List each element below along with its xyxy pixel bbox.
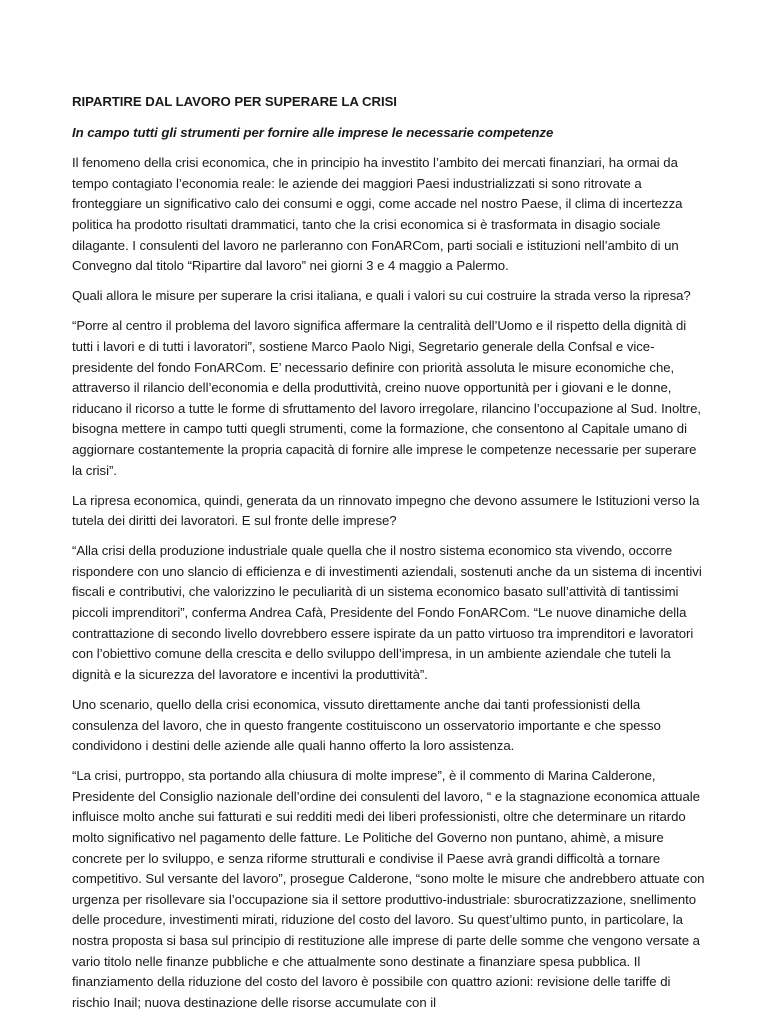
paragraph: Quali allora le misure per superare la crisi italiana, e quali i valori su cui costruire la strada verso la ripresa? <box>72 288 691 304</box>
paragraph: “La crisi, purtroppo, sta portando alla chiusura di molte imprese”, è il commento di Marina Calderone, Presidente del Consiglio nazionale dell’ordine dei consulenti del lavoro, “ e la stagnazione economica attuale influisce molto anche sui fatturati e sui redditi medi dei liberi professionisti, oltre che determinare un ritardo molto significativo nel pagamento delle fatture. Le Politiche del Governo non puntano, ahimè, a misure concrete per lo sviluppo, e senza riforme strutturali e condivise il Paese avrà grandi difficoltà a tornare competitivo. Sul versante del lavoro”, prosegue Calderone, “sono molte le misure che andrebbero attuate con urgenza per risollevare sia l’occupazione sia il settore produttivo-industriale: sburocratizzazione, snellimento delle procedure, investimenti mirati, riduzione del costo del lavoro. Su quest’ultimo punto, in particolare, la nostra proposta si basa sul principio di restituzione alle imprese di parte delle somme che vengono versate a vario titolo nelle finanze pubbliche e che attualmente sono destinate a finanziare spesa pubblica. Il finanziamento della riduzione del costo del lavoro è possibile con quattro azioni: revisione delle tariffe di rischio Inail; nuova destinazione delle risorse accumulate con il <box>72 768 705 1010</box>
document-subtitle: In campo tutti gli strumenti per fornire alle imprese le necessarie competenze <box>72 124 554 140</box>
paragraph: Uno scenario, quello della crisi economica, vissuto direttamente anche dai tanti professionisti della consulenza del lavoro, che in questo frangente costituiscono un osservatorio importante e che spesso condividono i destini delle aziende alle quali hanno offerto la loro assistenza. <box>72 696 661 754</box>
document-title: RIPARTIRE DAL LAVORO PER SUPERARE LA CRISI <box>72 94 397 109</box>
paragraph: “Alla crisi della produzione industriale quale quella che il nostro sistema economico sta vivendo, occorre rispondere con uno slancio di efficienza e di investimenti aziendali, sostenuti anche da un sistema di incentivi fiscali e contributivi, che valorizzino le peculiarità di un sistema economico basato sull’attività di tantissimi piccoli imprenditori”, conferma Andrea Cafà, Presidente del Fondo FonARCom. “Le nuove dinamiche della contrattazione di secondo livello dovrebbero essere ispirate da un patto virtuoso tra imprenditori e lavoratori con l’obiettivo comune della crescita e dello sviluppo dell’impresa, in un ambiente aziendale che tuteli la dignità e la sicurezza del lavoratore e incentivi la produttività”. <box>72 543 702 682</box>
paragraph: La ripresa economica, quindi, generata da un rinnovato impegno che devono assumere le Istituzioni verso la tutela dei diritti dei lavoratori. E sul fronte delle imprese? <box>72 492 700 529</box>
paragraph: Il fenomeno della crisi economica, che in principio ha investito l’ambito dei mercati finanziari, ha ormai da tempo contagiato l’economia reale: le aziende dei maggiori Paesi industrializzati si sono ritrovate a fronteggiare un significativo calo dei consumi e oggi, come accade nel nostro Paese, il clima di incertezza politica ha prodotto risultati drammatici, tanto che la crisi economica si è trasformata in disagio sociale dilagante. I consulenti del lavoro ne parleranno con FonARCom, parti sociali e istituzioni nell’ambito di un Convegno dal titolo “Ripartire dal lavoro” nei giorni 3 e 4 maggio a Palermo. <box>72 155 683 274</box>
paragraph: “Porre al centro il problema del lavoro significa affermare la centralità dell’Uomo e il rispetto della dignità di tutti i lavori e di tutti i lavoratori”, sostiene Marco Paolo Nigi, Segretario generale della Confsal e vice-presidente del fondo FonARCom. E’ necessario definire con priorità assoluta le misure economiche che, attraverso il rilancio dell’economia e della produttività, creino nuove opportunità per i giovani e le donne, riducano il ricorso a tutte le forme di sfruttamento del lavoro irregolare, rilancino l’occupazione al Sud. Inoltre, bisogna mettere in campo tutti quegli strumenti, come la formazione, che consentono al Capitale umano di aggiornare costantemente la propria capacità di fornire alle imprese le competenze necessarie per superare la crisi”. <box>72 318 701 478</box>
